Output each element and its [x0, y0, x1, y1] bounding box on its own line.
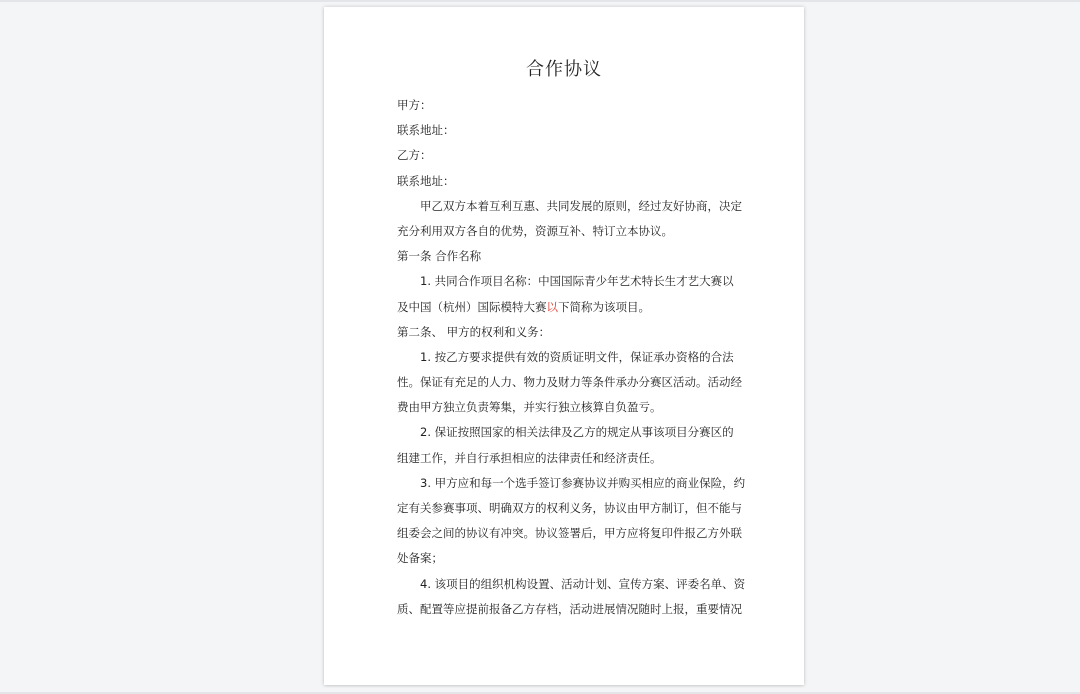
highlighted-text: 以	[546, 299, 558, 314]
article-1-clause-line	[397, 295, 733, 320]
article-2-clause-4-line: 4. 该项目的组织机构设置、活动计划、宣传方案、评委名单、资	[420, 576, 746, 591]
article-2-clause-3-line: 处备案；	[397, 551, 443, 566]
document-body	[397, 93, 746, 622]
text-span: 下简称为该项目。	[558, 299, 650, 314]
article-2-clause-3-line: 组委会之间的协议有冲突。协议签署后，甲方应将复印件报乙方外联	[397, 526, 742, 541]
window-top-edge	[0, 0, 1080, 2]
article-2-clause-2-line: 2. 保证按照国家的相关法律及乙方的规定从事该项目分赛区的	[420, 425, 734, 440]
article-2-clause-1-line: 费由甲方独立负责筹集，并实行独立核算自负盈亏。	[397, 400, 662, 415]
party-a-address-line: 联系地址：	[397, 123, 455, 138]
article-2-heading: 第二条、 甲方的权利和义务：	[397, 324, 551, 339]
article-2-clause-2-line: 组建工作，并自行承担相应的法律责任和经济责任。	[397, 450, 662, 465]
article-1-heading: 第一条 合作名称	[397, 249, 482, 264]
document-title: 合作协议	[526, 59, 602, 80]
party-b-address-line: 联系地址：	[397, 173, 455, 188]
article-2-clause-3-line: 定有关参赛事项、明确双方的权利义务，协议由甲方制订，但不能与	[397, 501, 742, 515]
party-b-line: 乙方：	[397, 148, 432, 163]
article-2-clause-4-line: 质、配置等应提前报备乙方存档，活动进展情况随时上报，重要情况	[397, 601, 742, 616]
article-1-clause-line: 1. 共同合作项目名称：中国国际青少年艺术特长生才艺大赛以	[420, 274, 734, 289]
article-2-clause-1-line: 性。保证有充足的人力、物力及财力等条件承办分赛区活动。活动经	[397, 375, 742, 390]
preamble-line: 充分利用双方各自的优势，资源互补、特订立本协议。	[397, 223, 673, 238]
document-page	[324, 7, 804, 685]
article-2-clause-3-line: 3. 甲方应和每一个选手签订参赛协议并购买相应的商业保险，约	[420, 475, 746, 490]
party-a-line: 甲方：	[397, 98, 432, 112]
preamble-line: 甲乙双方本着互利互惠、共同发展的原则，经过友好协商，决定	[420, 198, 742, 213]
article-2-clause-1-line: 1. 按乙方要求提供有效的资质证明文件，保证承办资格的合法	[420, 349, 734, 364]
text-span: 及中国（杭州）国际模特大赛	[397, 299, 547, 314]
